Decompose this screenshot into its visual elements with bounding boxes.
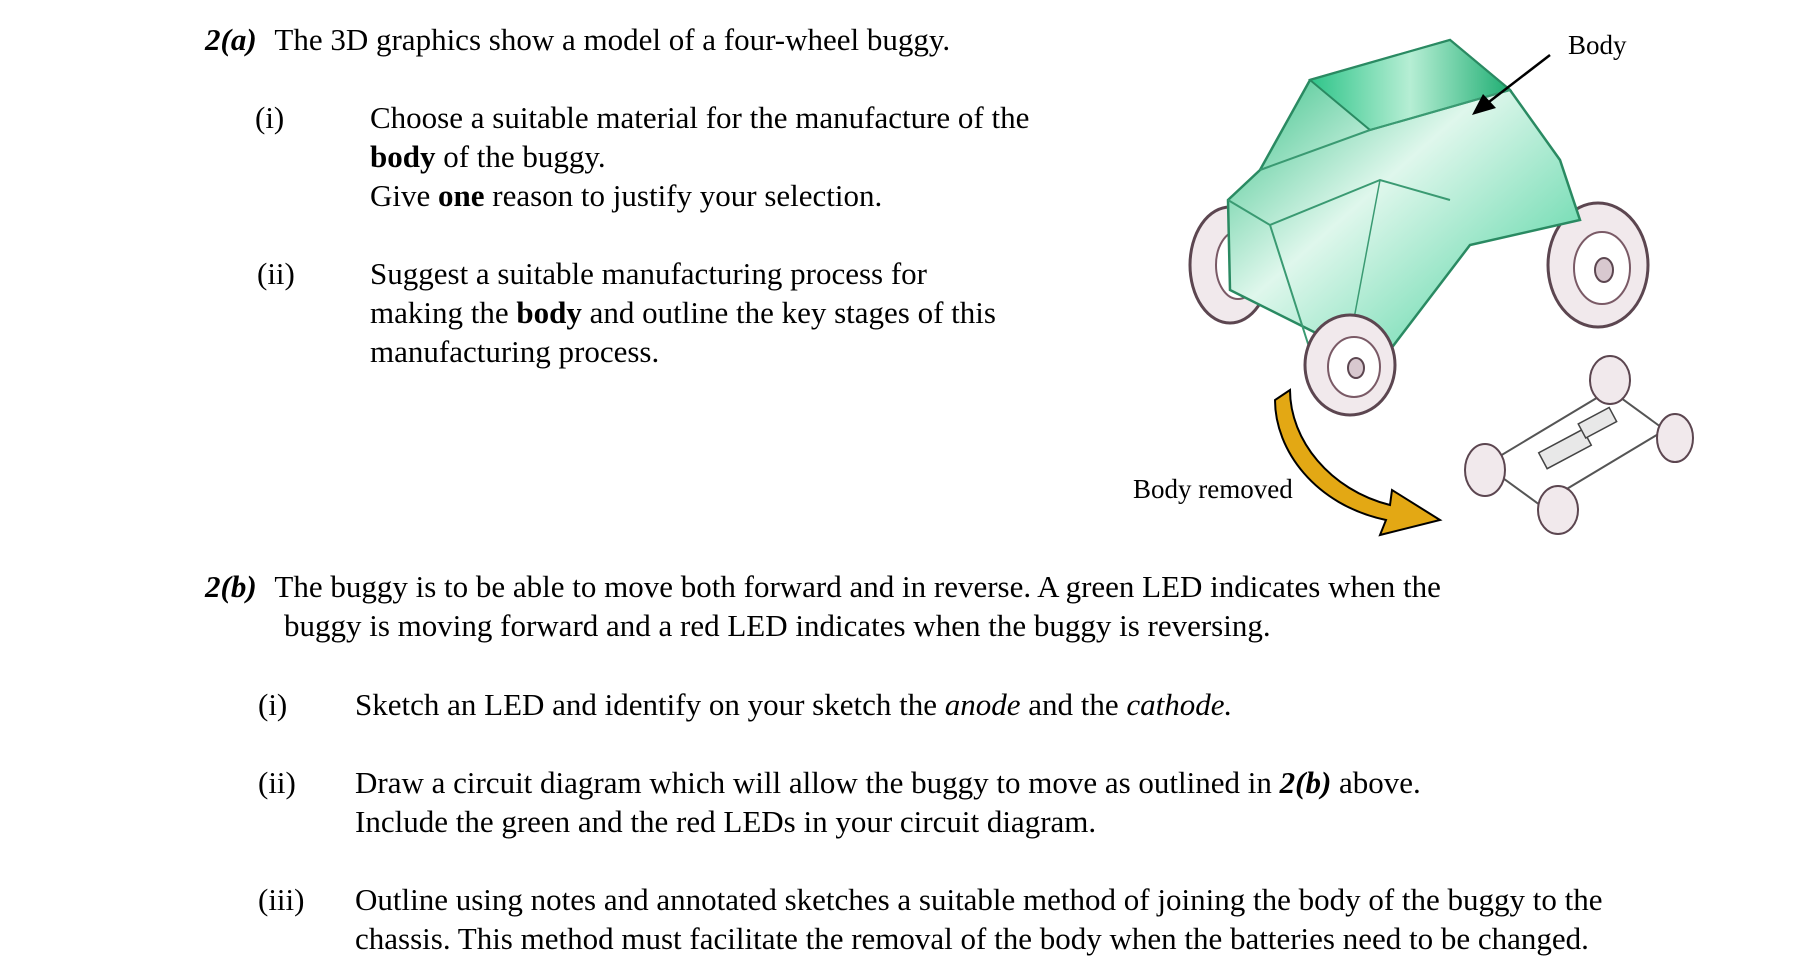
question-2b-text-line1: The buggy is to be able to move both forward and in reverse. A green LED indicates when the: [274, 569, 1441, 604]
part-2a-ii-line2-pre: making the: [370, 295, 517, 330]
chassis: [1465, 356, 1693, 534]
part-2b-iii-line2: chassis. This method must facilitate the removal of the body when the batteries need to be changed.: [355, 921, 1589, 956]
body-removed-label: Body removed: [1133, 474, 1293, 504]
part-2b-iii-line1: Outline using notes and annotated sketches a suitable method of joining the body of the buggy to the: [355, 882, 1603, 917]
question-2b-stem-line1: [205, 567, 1441, 606]
question-2a-stem: [205, 20, 950, 59]
body-label: Body: [1568, 30, 1627, 60]
part-2a-ii-line3: manufacturing process.: [370, 334, 660, 369]
bold-body: body: [516, 295, 582, 330]
part-2b-iii-label: (iii): [258, 882, 305, 917]
part-2a-i-line1: Choose a suitable material for the manufacture of the: [370, 100, 1030, 135]
part-2a-ii-line1: Suggest a suitable manufacturing process for: [370, 256, 927, 291]
part-2b-i-label: (i): [258, 687, 288, 722]
part-2b-i-line1: [355, 685, 1232, 724]
part-2b-ii-label: (ii): [258, 765, 296, 800]
question-2a-text: The 3D graphics show a model of a four-wheel buggy.: [274, 22, 951, 57]
question-2a-number: 2(a): [205, 22, 257, 57]
part-2b-ii-line1-post: above.: [1331, 765, 1421, 800]
part-2b-i-line1-mid: and the: [1020, 687, 1127, 722]
bold-one: one: [438, 178, 485, 213]
buggy-illustration: [1140, 20, 1720, 540]
part-2a-ii-line2-post: and outline the key stages of this: [581, 295, 996, 330]
part-2b-ii-line1: [355, 763, 1421, 802]
question-2b-stem-line2: buggy is moving forward and a red LED indicates when the buggy is reversing.: [284, 608, 1271, 643]
part-2a-i-line3-pre: Give: [370, 178, 439, 213]
buggy-body: [1228, 40, 1580, 350]
italic-anode: anode: [944, 687, 1021, 722]
part-2b-ii-line2: Include the green and the red LEDs in your circuit diagram.: [355, 804, 1097, 839]
front-wheel: [1305, 315, 1395, 415]
question-2b-number: 2(b): [205, 569, 257, 604]
part-2b-ii-line1-pre: Draw a circuit diagram which will allow the buggy to move as outlined in: [355, 765, 1280, 800]
part-2a-i-line2-rest: of the buggy.: [435, 139, 606, 174]
italic-cathode: cathode.: [1126, 687, 1233, 722]
part-2b-i-line1-pre: Sketch an LED and identify on your sketch the: [355, 687, 945, 722]
part-2a-i-line3: [370, 176, 882, 215]
part-2a-i-line3-post: reason to justify your selection.: [484, 178, 883, 213]
bold-body: body: [370, 139, 436, 174]
part-2a-i-line2: [370, 137, 606, 176]
question-reference: 2(b): [1279, 765, 1332, 800]
part-2a-i-label: (i): [255, 100, 285, 135]
part-2a-ii-label: (ii): [257, 256, 295, 291]
part-2a-ii-line2: [370, 293, 996, 332]
